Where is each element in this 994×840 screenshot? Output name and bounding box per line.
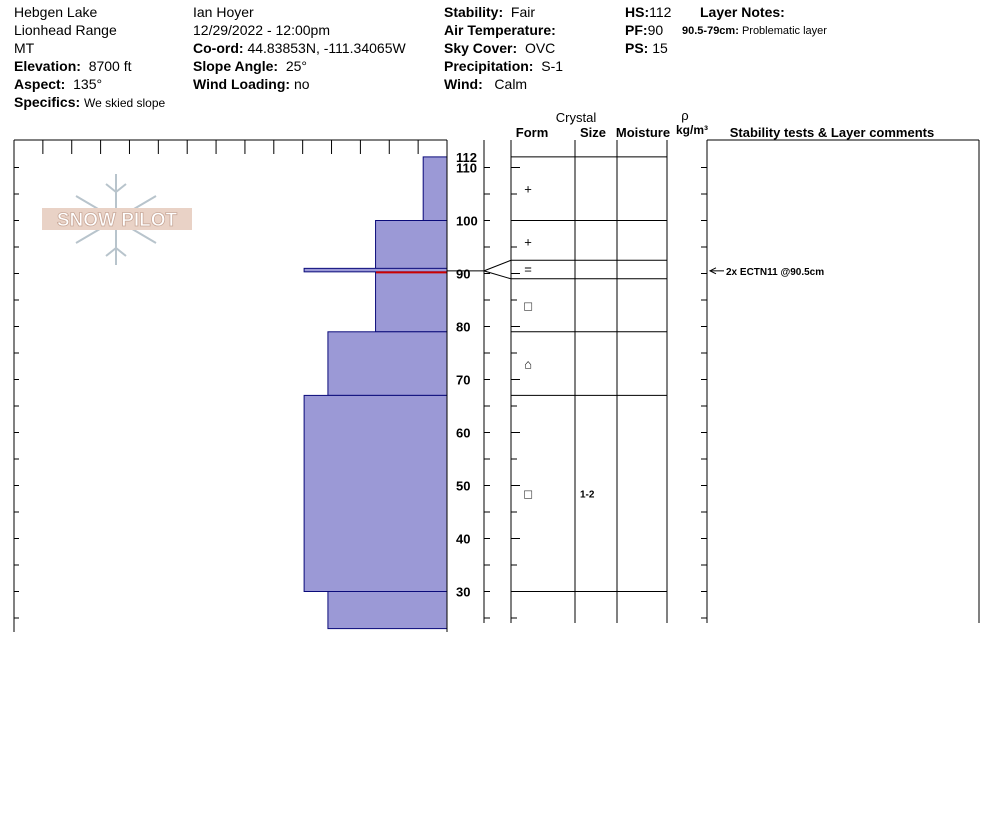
svg-text:SNOW PILOT: SNOW PILOT bbox=[56, 210, 178, 231]
state-name: MT bbox=[14, 40, 35, 56]
thin-layer-connector-top bbox=[484, 260, 511, 271]
depth-label-60: 60 bbox=[456, 425, 471, 441]
pf-row: PF:90 bbox=[625, 22, 664, 38]
hardness-bar-1 bbox=[376, 221, 447, 271]
density-unit-header: kg/m³ bbox=[675, 123, 709, 137]
crystal-form-thin: = bbox=[524, 261, 532, 277]
depth-label-100: 100 bbox=[456, 213, 478, 229]
rho-header: ρ bbox=[681, 108, 689, 123]
crystal-form-2: □ bbox=[524, 298, 532, 314]
hardness-bar-3 bbox=[328, 332, 447, 396]
form-header: Form bbox=[515, 125, 549, 140]
datetime: 12/29/2022 - 12:00pm bbox=[193, 22, 330, 38]
coord-row: Co-ord: 44.83853N, -111.34065W bbox=[193, 40, 406, 56]
crystal-form-4: □ bbox=[524, 486, 532, 502]
range-name: Lionhead Range bbox=[14, 22, 117, 38]
hardness-bar-4 bbox=[304, 395, 447, 591]
precip-row: Precipitation: S-1 bbox=[444, 58, 564, 74]
stability-comments-header: Stability tests & Layer comments bbox=[729, 125, 935, 140]
air-temp-row: Air Temperature: bbox=[444, 22, 556, 38]
layer-notes-title: Layer Notes: bbox=[700, 4, 785, 20]
elevation-row: Elevation: 8700 ft bbox=[14, 58, 132, 74]
layer-notes-range: 90.5-79cm: bbox=[682, 25, 739, 37]
slope-row: Slope Angle: 25° bbox=[193, 58, 307, 74]
thin-layer-connector-bottom bbox=[484, 271, 511, 279]
crystal-form-1: + bbox=[524, 234, 532, 250]
stability-test-0: 2x ECTN11 @90.5cm bbox=[726, 266, 825, 278]
hs-row: HS:112 bbox=[625, 4, 672, 20]
specifics-row: Specifics: We skied slope bbox=[14, 94, 166, 110]
hardness-bar-5 bbox=[328, 592, 447, 629]
depth-label-80: 80 bbox=[456, 319, 471, 335]
aspect-row: Aspect: 135° bbox=[14, 76, 103, 92]
stability-row: Stability: Fair bbox=[444, 4, 536, 20]
location-name: Hebgen Lake bbox=[14, 4, 98, 20]
crystal-form-0: + bbox=[524, 181, 532, 197]
hardness-bar-2 bbox=[376, 271, 447, 332]
layer-notes-text: Problematic layer bbox=[741, 25, 827, 37]
size-header: Size bbox=[579, 125, 607, 140]
depth-label-110: 110 bbox=[456, 160, 477, 176]
depth-label-30: 30 bbox=[456, 584, 471, 600]
ps-row: PS: 15 bbox=[625, 40, 668, 56]
sky-row: Sky Cover: OVC bbox=[444, 40, 556, 56]
snowpilot-logo bbox=[42, 174, 192, 265]
wind-row: Wind: Calm bbox=[444, 76, 528, 92]
crystal-form-3: ⌂ bbox=[524, 356, 532, 372]
wind-loading-row: Wind Loading: no bbox=[193, 76, 310, 92]
moisture-header: Moisture bbox=[615, 125, 671, 140]
depth-label-90: 90 bbox=[456, 266, 471, 282]
thin-layer-bar bbox=[304, 268, 447, 272]
observer-name: Ian Hoyer bbox=[193, 4, 254, 20]
crystal-size-4: 1-2 bbox=[580, 489, 595, 501]
depth-label-70: 70 bbox=[456, 372, 471, 388]
hardness-bar-0 bbox=[423, 157, 447, 221]
depth-label-40: 40 bbox=[456, 531, 471, 547]
depth-label-50: 50 bbox=[456, 478, 471, 494]
depth-label-top: 112 bbox=[456, 149, 477, 165]
crystal-header: Crystal bbox=[555, 110, 597, 125]
